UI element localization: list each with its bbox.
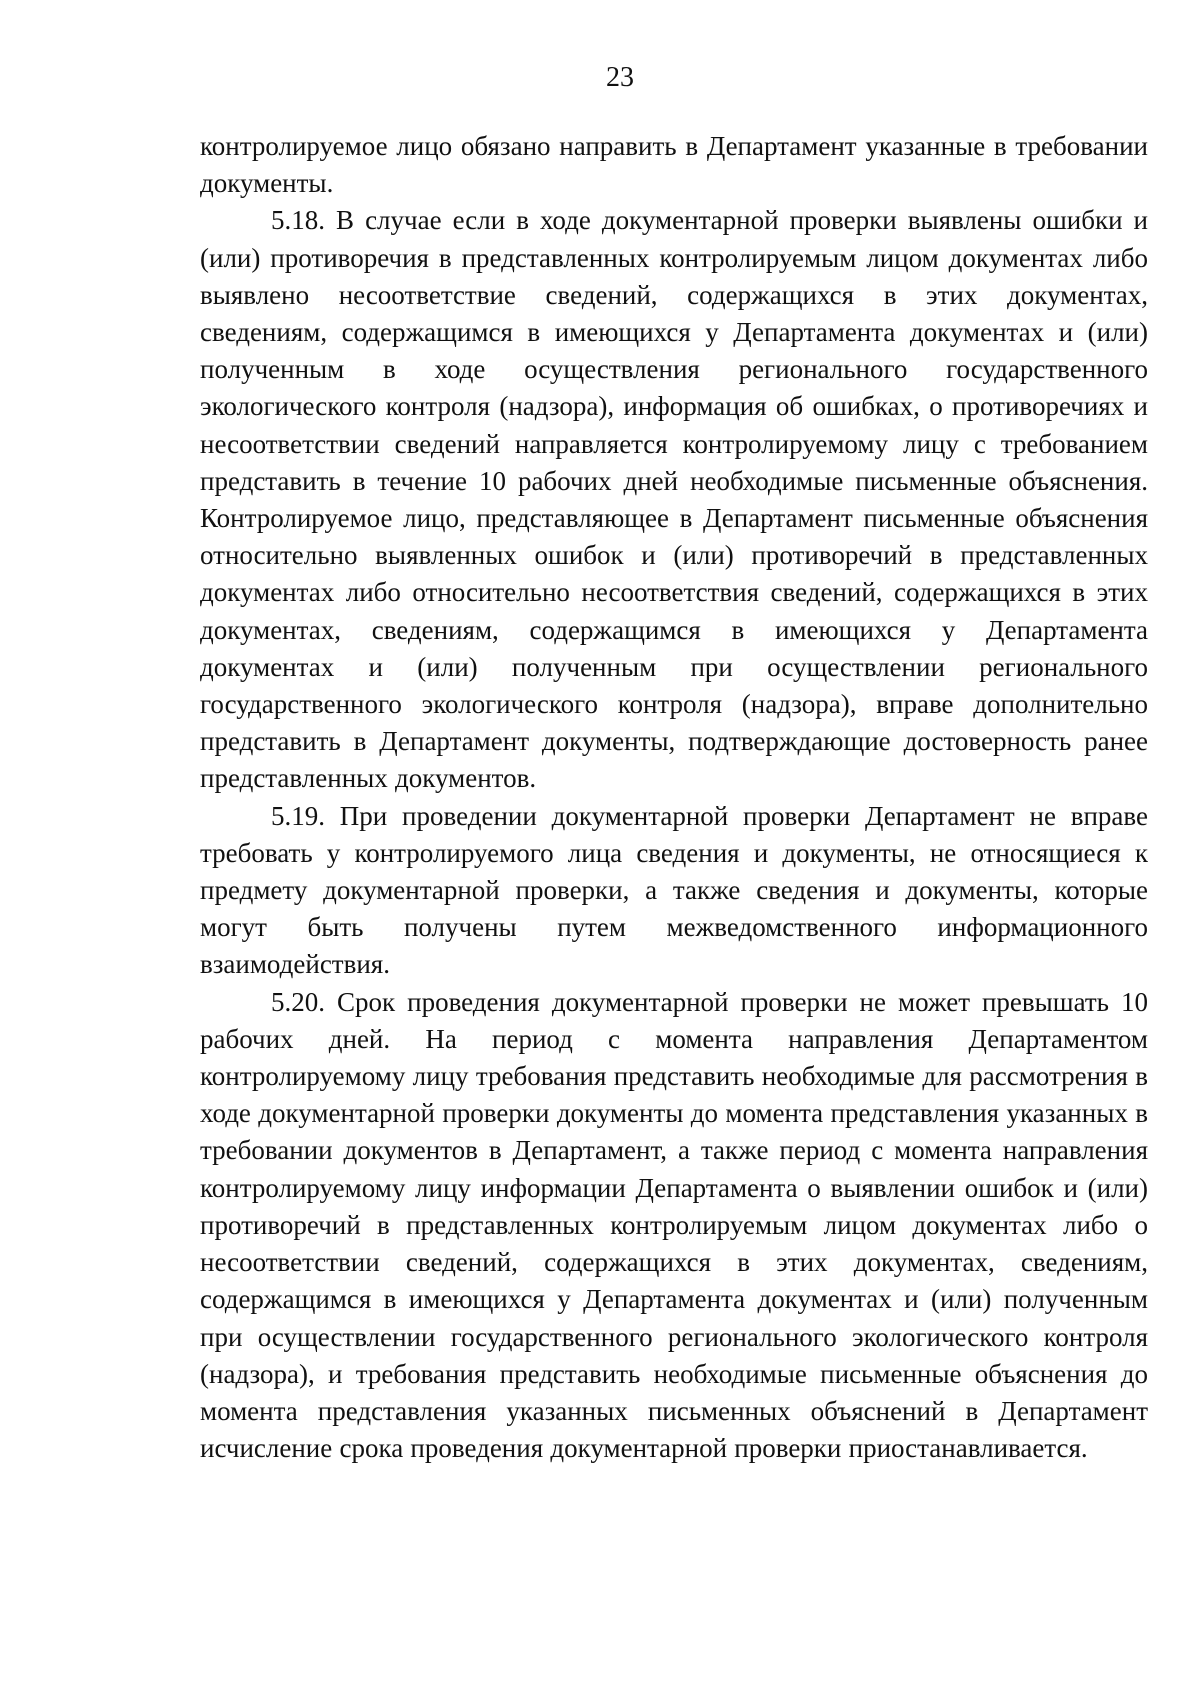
paragraph-5-19: 5.19. При проведении документарной проверки Департамент не вправе требовать у контролируемого лица сведения и документы, не относящиеся к предмету документарной проверки, а также сведения и документы, которые могут быть получены путем межведомственного информационного взаимодействия. [200,800,1148,980]
paragraph-5-20: 5.20. Срок проведения документарной проверки не может превышать 10 рабочих дней. На период с момента направления Департаментом контролируемому лицу требования представить необходимые для рассмотрения в ходе документарной проверки документы до момента представления указанных в требовании документов в Департамент, а также период с момента направления контролируемому лицу информации Департамента о выявлении ошибок и (или) противоречий в представленных контролируемым лицом документах либо о несоответствии сведений, содержащихся в этих документах, сведениям, содержащимся в имеющихся у Департамента документах и (или) полученным при осуществлении государственного регионального экологического контроля (надзора), и требования представить необходимые письменные объяснения до момента представления указанных письменных объяснений в Департамент исчисление срока проведения документарной проверки приостанавливается. [200,986,1148,1464]
page-number: 23 [606,62,634,93]
document-body [200,128,1148,1467]
paragraph-continuation: контролируемое лицо обязано направить в Департамент указанные в требовании документы. [200,131,1148,199]
paragraph-5-18: 5.18. В случае если в ходе документарной проверки выявлены ошибки и (или) противоречия в представленных контролируемым лицом документах либо выявлено несоответствие сведений, содержащихся в этих документах, сведениям, содержащимся в имеющихся у Департамента документах и (или) полученным в ходе осуществления регионального государственного экологического контроля (надзора), информация об ошибках, о противоречиях и несоответствии сведений направляется контролируемому лицу с требованием представить в течение 10 рабочих дней необходимые письменные объяснения. Контролируемое лицо, представляющее в Департамент письменные объяснения относительно выявленных ошибок и (или) противоречий в представленных документах либо относительно несоответствия сведений, содержащихся в этих документах, сведениям, содержащимся в имеющихся у Департамента документах и (или) полученным при осуществлении регионального государственного экологического контроля (надзора), вправе дополнительно представить в Департамент документы, подтверждающие достоверность ранее представленных документов. [200,205,1148,794]
